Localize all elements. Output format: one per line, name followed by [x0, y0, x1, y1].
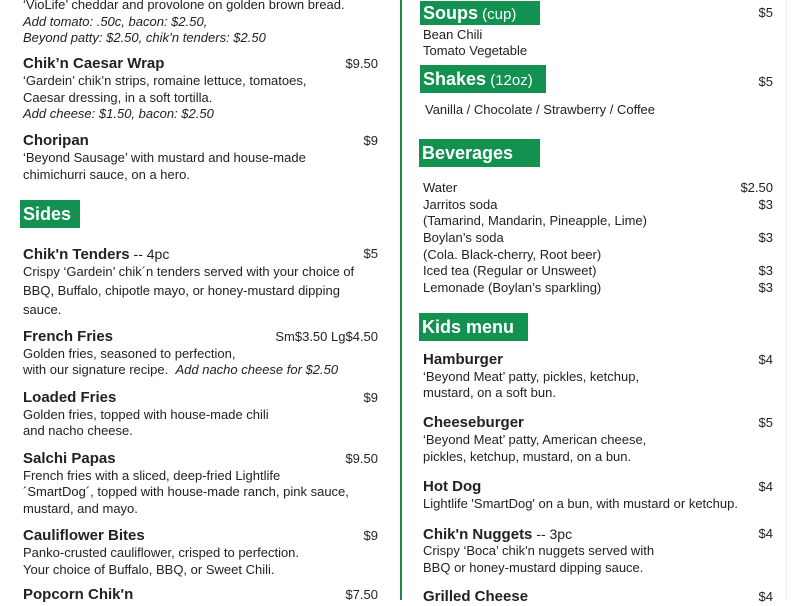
item-desc: and nacho cheese.	[23, 423, 133, 438]
header-sub: (12oz)	[486, 72, 533, 89]
item-price: $4	[758, 526, 773, 541]
section-header-soups	[420, 1, 540, 25]
section-price: $5	[758, 74, 773, 89]
item-desc: Lightlife 'SmartDog' on a bun, with mustard or ketchup.	[423, 496, 738, 511]
column-divider	[400, 0, 402, 600]
item-name: Cauliflower Bites	[23, 527, 145, 544]
item-price: $9.50	[345, 56, 378, 71]
beverage-name: Boylan’s soda	[423, 230, 504, 245]
soup-item: Bean Chili	[423, 27, 483, 42]
item-price: $4	[758, 479, 773, 494]
beverage-name: Lemonade (Boylan’s sparkling)	[423, 280, 602, 295]
item-name: Cheeseburger	[423, 414, 524, 431]
beverage-price: $3	[758, 280, 773, 295]
item-desc: ‘VioLife’ cheddar and provolone on golden brown bread.	[23, 0, 345, 12]
item-price: $5	[363, 246, 378, 261]
item-price: $9	[363, 528, 378, 543]
item-name: Salchi Papas	[23, 450, 116, 467]
beverage-price: $3	[758, 197, 773, 212]
item-name: Loaded Fries	[23, 389, 117, 406]
page-edge	[786, 0, 787, 600]
beverage-flavors: (Tamarind, Mandarin, Pineapple, Lime)	[423, 213, 647, 228]
item-price: Sm$3.50 Lg$4.50	[275, 329, 378, 344]
item-price: $7.50	[345, 587, 378, 602]
beverage-name: Iced tea (Regular or Unsweet)	[423, 263, 597, 278]
item-note: Add cheese: $1.50, bacon: $2.50	[23, 106, 214, 121]
item-desc: BBQ, Buffalo, chipotle mayo, or honey-mustard dipping	[23, 283, 340, 298]
item-price: $4	[758, 589, 773, 604]
item-desc: Crispy ‘Boca’ chik'n nuggets served with	[423, 543, 655, 558]
header-sub: (cup)	[478, 6, 517, 23]
item-desc: BBQ or honey-mustard dipping sauce.	[423, 560, 644, 575]
item-desc: ´SmartDog´, topped with house-made ranch, pink sauce,	[23, 484, 349, 499]
item-desc: Golden fries, topped with house-made chili	[23, 407, 269, 422]
beverage-flavors: (Cola. Black-cherry, Root beer)	[423, 247, 602, 262]
item-name: Hamburger	[423, 351, 504, 368]
header-text: Shakes	[423, 69, 487, 89]
beverage-name: Water	[423, 180, 458, 195]
item-desc: sauce.	[23, 302, 62, 317]
item-note: Add nacho cheese for $2.50	[175, 362, 339, 377]
item-desc: mustard, and mayo.	[23, 501, 138, 516]
item-note: Beyond patty: $2.50, chik’n tenders: $2.50	[23, 30, 266, 45]
item-name: Hot Dog	[423, 478, 482, 495]
item-desc: Caesar dressing, in a soft tortilla.	[23, 90, 213, 105]
item-desc: Panko-crusted cauliflower, crisped to perfection.	[23, 545, 300, 560]
item-name: Popcorn Chik'n	[23, 586, 134, 603]
section-header-beverages: Beverages	[419, 139, 540, 167]
item-desc: Your choice of Buffalo, BBQ, or Sweet Chili.	[23, 562, 275, 577]
item-qty: -- 4pc	[129, 246, 170, 262]
item-name: Choripan	[23, 132, 89, 149]
item-desc: Golden fries, seasoned to perfection,	[23, 346, 236, 361]
item-desc	[23, 362, 338, 378]
item-note: Add tomato: .50c, bacon: $2.50,	[23, 14, 208, 29]
section-header-kids: Kids menu	[419, 313, 528, 341]
header-text: Soups	[423, 3, 479, 23]
item-desc: mustard, on a soft bun.	[423, 385, 556, 400]
section-header-sides: Sides	[20, 200, 80, 228]
section-price: $5	[758, 5, 773, 20]
beverage-price: $2.50	[740, 180, 773, 195]
item-price: $5	[758, 415, 773, 430]
item-qty: -- 3pc	[532, 526, 573, 542]
item-name	[423, 525, 572, 544]
item-desc: ‘Gardein’ chik’n strips, romaine lettuce, tomatoes,	[23, 73, 307, 88]
section-header-shakes	[420, 65, 546, 93]
beverage-name: Jarritos soda	[423, 197, 498, 212]
item-name: Chik’n Caesar Wrap	[23, 55, 165, 72]
item-name-text: Chik'n Tenders	[23, 246, 130, 263]
item-desc: pickles, ketchup, mustard, on a bun.	[423, 449, 632, 464]
item-price: $9	[363, 133, 378, 148]
item-desc: ‘Beyond Sausage’ with mustard and house-made	[23, 150, 306, 165]
shake-flavors: Vanilla / Chocolate / Strawberry / Coffee	[425, 102, 656, 117]
item-name: Grilled Cheese	[423, 588, 529, 605]
item-desc: Crispy ‘Gardein’ chik´n tenders served with your choice of	[23, 264, 355, 279]
item-price: $9.50	[345, 451, 378, 466]
item-desc-text: with our signature recipe.	[23, 362, 176, 377]
item-price: $9	[363, 390, 378, 405]
item-name	[23, 245, 169, 264]
item-name-text: Chik'n Nuggets	[423, 526, 533, 543]
item-desc: French fries with a sliced, deep-fried Lightlife	[23, 468, 281, 483]
beverage-price: $3	[758, 230, 773, 245]
beverage-price: $3	[758, 263, 773, 278]
item-desc: ‘Beyond Meat’ patty, pickles, ketchup,	[423, 369, 640, 384]
soup-item: Tomato Vegetable	[423, 43, 528, 58]
item-name: French Fries	[23, 328, 114, 345]
item-desc: ‘Beyond Meat’ patty, American cheese,	[423, 432, 647, 447]
item-desc: chimichurri sauce, on a hero.	[23, 167, 190, 182]
item-price: $4	[758, 352, 773, 367]
